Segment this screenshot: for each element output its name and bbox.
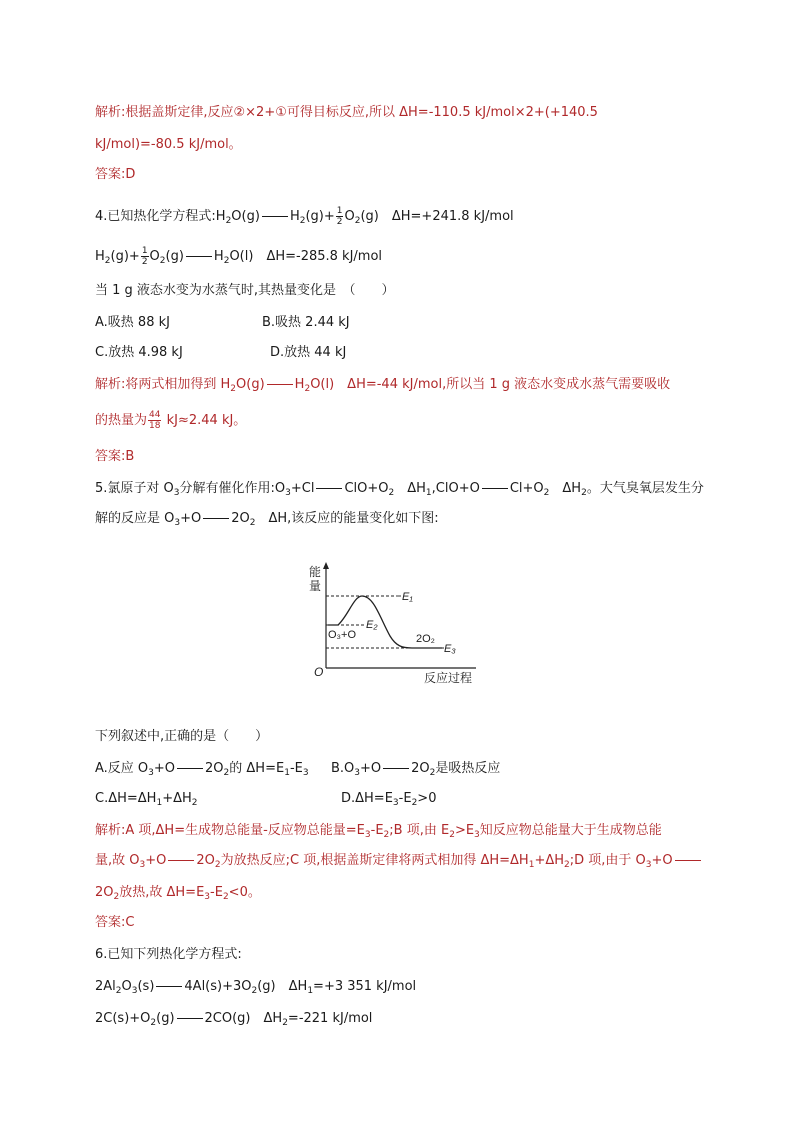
reactant-label: O₃+O	[328, 629, 357, 641]
q4-option-b: B.吸热 2.44 kJ	[262, 315, 350, 330]
product-label: 2O₂	[416, 633, 435, 645]
q5-stem-line1: 5.氯原子对 $O_3$分解有催化作用$:O_3+Cl$ $ClO+O_2$ $\Delta H_1,ClO+O$ $Cl+O_2$ $\Delta H_2$。大气臭氧层发生分	[95, 481, 704, 498]
q6-equation-1: $2Al_2O_3(s)$ $4Al(s)+3O_2(g)$ $\Delta H_1=+3$ 351 kJ/mol	[95, 979, 417, 996]
q4-option-c: C.放热 4.98 kJ	[95, 345, 183, 360]
q6-equation-2: $2C(s)+O_2(g)$ 2CO(g) $\Delta H_2=-221$ kJ/mol	[95, 1011, 373, 1028]
q4-option-a: A.吸热 88 kJ	[95, 315, 170, 330]
q5-option-a: A.反应 $O_3+O$ $2O_2$的 $\Delta H=E_1-E_3$	[95, 761, 309, 778]
q4-analysis-line2: 的热量为 $\frac{44}{18}$ kJ≈2.44 kJ。	[95, 410, 247, 431]
q6-stem: 6.已知下列热化学方程式:	[95, 947, 242, 962]
e1-label: E₁	[402, 591, 413, 603]
y-axis-arrow	[323, 562, 329, 569]
q4-equation-1: 4.已知热化学方程式$:H_2O(g)$ $H_2(g)+$ $\frac{1}{2}$ $O_2(g)$ ΔH=+241.8 kJ/mol	[95, 206, 514, 227]
q5-analysis-line2: 量,故 $O_3+O$ $2O_2$为放热反应;C 项,根据盖斯定律将两式相加得 $\Delta H=\Delta H_1+\Delta H_2;D$ 项,由于 $O_3+O$	[95, 852, 703, 870]
q3-analysis-line1: 解析:根据盖斯定律,反应②×2+①可得目标反应,所以 ΔH=-110.5 kJ/mol×2+(+140.5	[95, 105, 598, 120]
q4-option-d: D.放热 44 kJ	[270, 345, 347, 360]
q5-stem-line2: 解的反应是 $O_3+O$ $2O_2$ ΔH,该反应的能量变化如下图:	[95, 511, 439, 528]
q5-option-c: $C.\Delta H=\Delta H_1+\Delta H_2$	[95, 791, 198, 808]
q5-answer: 答案:C	[95, 915, 135, 930]
origin-label: O	[314, 665, 324, 679]
q5-option-d: $D.\Delta H=E_3-E_2>0$	[341, 791, 437, 808]
q5-analysis-line1: 解析:A 项,ΔH=生成物总能量-反应物总能量$=E_3-E_2;B$ 项,由 $E_2>E_3$知反应物总能量大于生成物总能	[95, 823, 662, 840]
x-axis-label: 反应过程	[424, 671, 473, 685]
q3-analysis-line2: kJ/mol)=-80.5 kJ/mol。	[95, 137, 242, 152]
q4-question: 当 1 g 液态水变为水蒸气时,其热量变化是 （ ）	[95, 283, 395, 298]
e2-label: E₂	[366, 619, 378, 631]
y-axis-label-1: 能	[309, 565, 322, 579]
e3-label: E₃	[444, 643, 456, 655]
q4-analysis-line1: 解析:将两式相加得到 $H_2O(g)$ $H_2O(l)$ ΔH=-44 kJ/mol,所以当 1 g 液态水变成水蒸气需要吸收	[95, 377, 671, 394]
q4-equation-2: $H_2(g)+$ $\frac{1}{2}$ $O_2(g)$ $H_2O(l)$ ΔH=-285.8 kJ/mol	[95, 246, 383, 267]
q3-answer: 答案:D	[95, 167, 136, 182]
q5-analysis-line3: $2O_2$放热,故 $\Delta H=E_3-E_2<0$。	[95, 885, 261, 902]
energy-diagram	[296, 558, 496, 690]
q5-question: 下列叙述中,正确的是（ ）	[95, 729, 269, 744]
y-axis-label-2: 量	[309, 579, 322, 593]
q4-answer: 答案:B	[95, 449, 135, 464]
q5-option-b: $B.O_3+O$ $2O_2$是吸热反应	[331, 761, 501, 778]
